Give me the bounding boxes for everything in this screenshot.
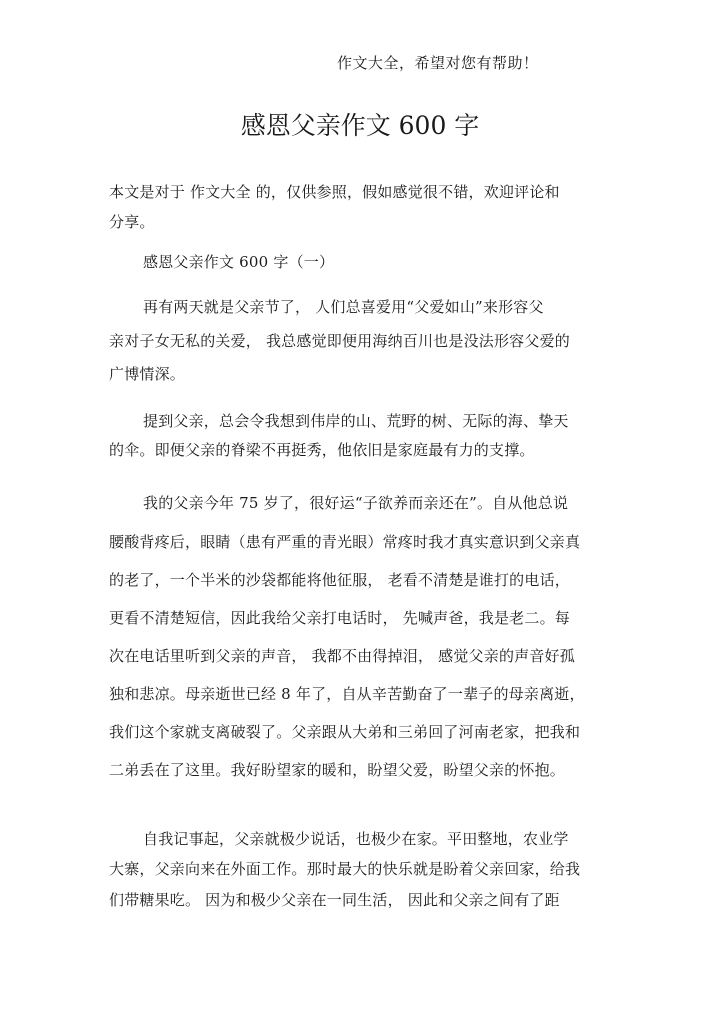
paragraph-3-line-5: 次在电话里听到父亲的声音， 我都不由得掉泪， 感觉父亲的声音好孤 [109, 647, 575, 665]
paragraph-3-line-8: 二弟丢在了这里。我好盼望家的暖和，盼望父爱，盼望父亲的怀抱。 [109, 761, 566, 779]
paragraph-4-line-1: 自我记事起，父亲就极少说话，也极少在家。平田整地，农业学 [143, 830, 569, 848]
paragraph-2-line-2: 的伞。即便父亲的脊梁不再挺秀，他依旧是家庭最有力的支撑。 [109, 441, 535, 459]
section-heading: 感恩父亲作文 600 字（一） [143, 253, 335, 271]
paragraph-2-line-1: 提到父亲，总会令我想到伟岸的山、荒野的树、无际的海、挚天 [143, 412, 569, 430]
intro-line-1: 本文是对于 作文大全 的，仅供参照，假如感觉很不错，欢迎评论和 [109, 183, 560, 201]
paragraph-3-line-3: 的老了，一个半米的沙袋都能将他征服， 老看不清楚是谁打的电话， [109, 571, 570, 589]
paragraph-3-line-4: 更看不清楚短信，因此我给父亲打电话时， 先喊声爸，我是老二。每 [109, 609, 570, 627]
paragraph-3-line-2: 腰酸背疼后，眼睛（患有严重的青光眼）常疼时我才真实意识到父亲真 [109, 533, 581, 551]
paragraph-3-line-6: 独和悲凉。母亲逝世已经 8 年了，自从辛苦勤奋了一辈子的母亲离逝， [109, 685, 585, 703]
document-title: 感恩父亲作文 600 字 [240, 111, 480, 140]
header-note: 作文大全，希望对您有帮助！ [337, 54, 539, 72]
intro-line-2: 分享。 [109, 213, 155, 231]
paragraph-1-line-1: 再有两天就是父亲节了， 人们总喜爱用“父爱如山”来形容父 [143, 298, 544, 316]
paragraph-4-line-3: 们带糖果吃。 因为和极少父亲在一同生活， 因此和父亲之间有了距 [109, 891, 560, 909]
paragraph-1-line-2: 亲对子女无私的关爱， 我总感觉即便用海纳百川也是没法形容父爱的 [109, 332, 570, 350]
paragraph-3-line-7: 我们这个家就支离破裂了。父亲跟从大弟和三弟回了河南老家，把我和 [109, 723, 581, 741]
paragraph-3-line-1: 我的父亲今年 75 岁了，很好运“子欲养而亲还在”。自从他总说 [143, 494, 569, 512]
paragraph-1-line-3: 广博情深。 [109, 365, 186, 383]
paragraph-4-line-2: 大寨，父亲向来在外面工作。那时最大的快乐就是盼着父亲回家，给我 [109, 860, 581, 878]
